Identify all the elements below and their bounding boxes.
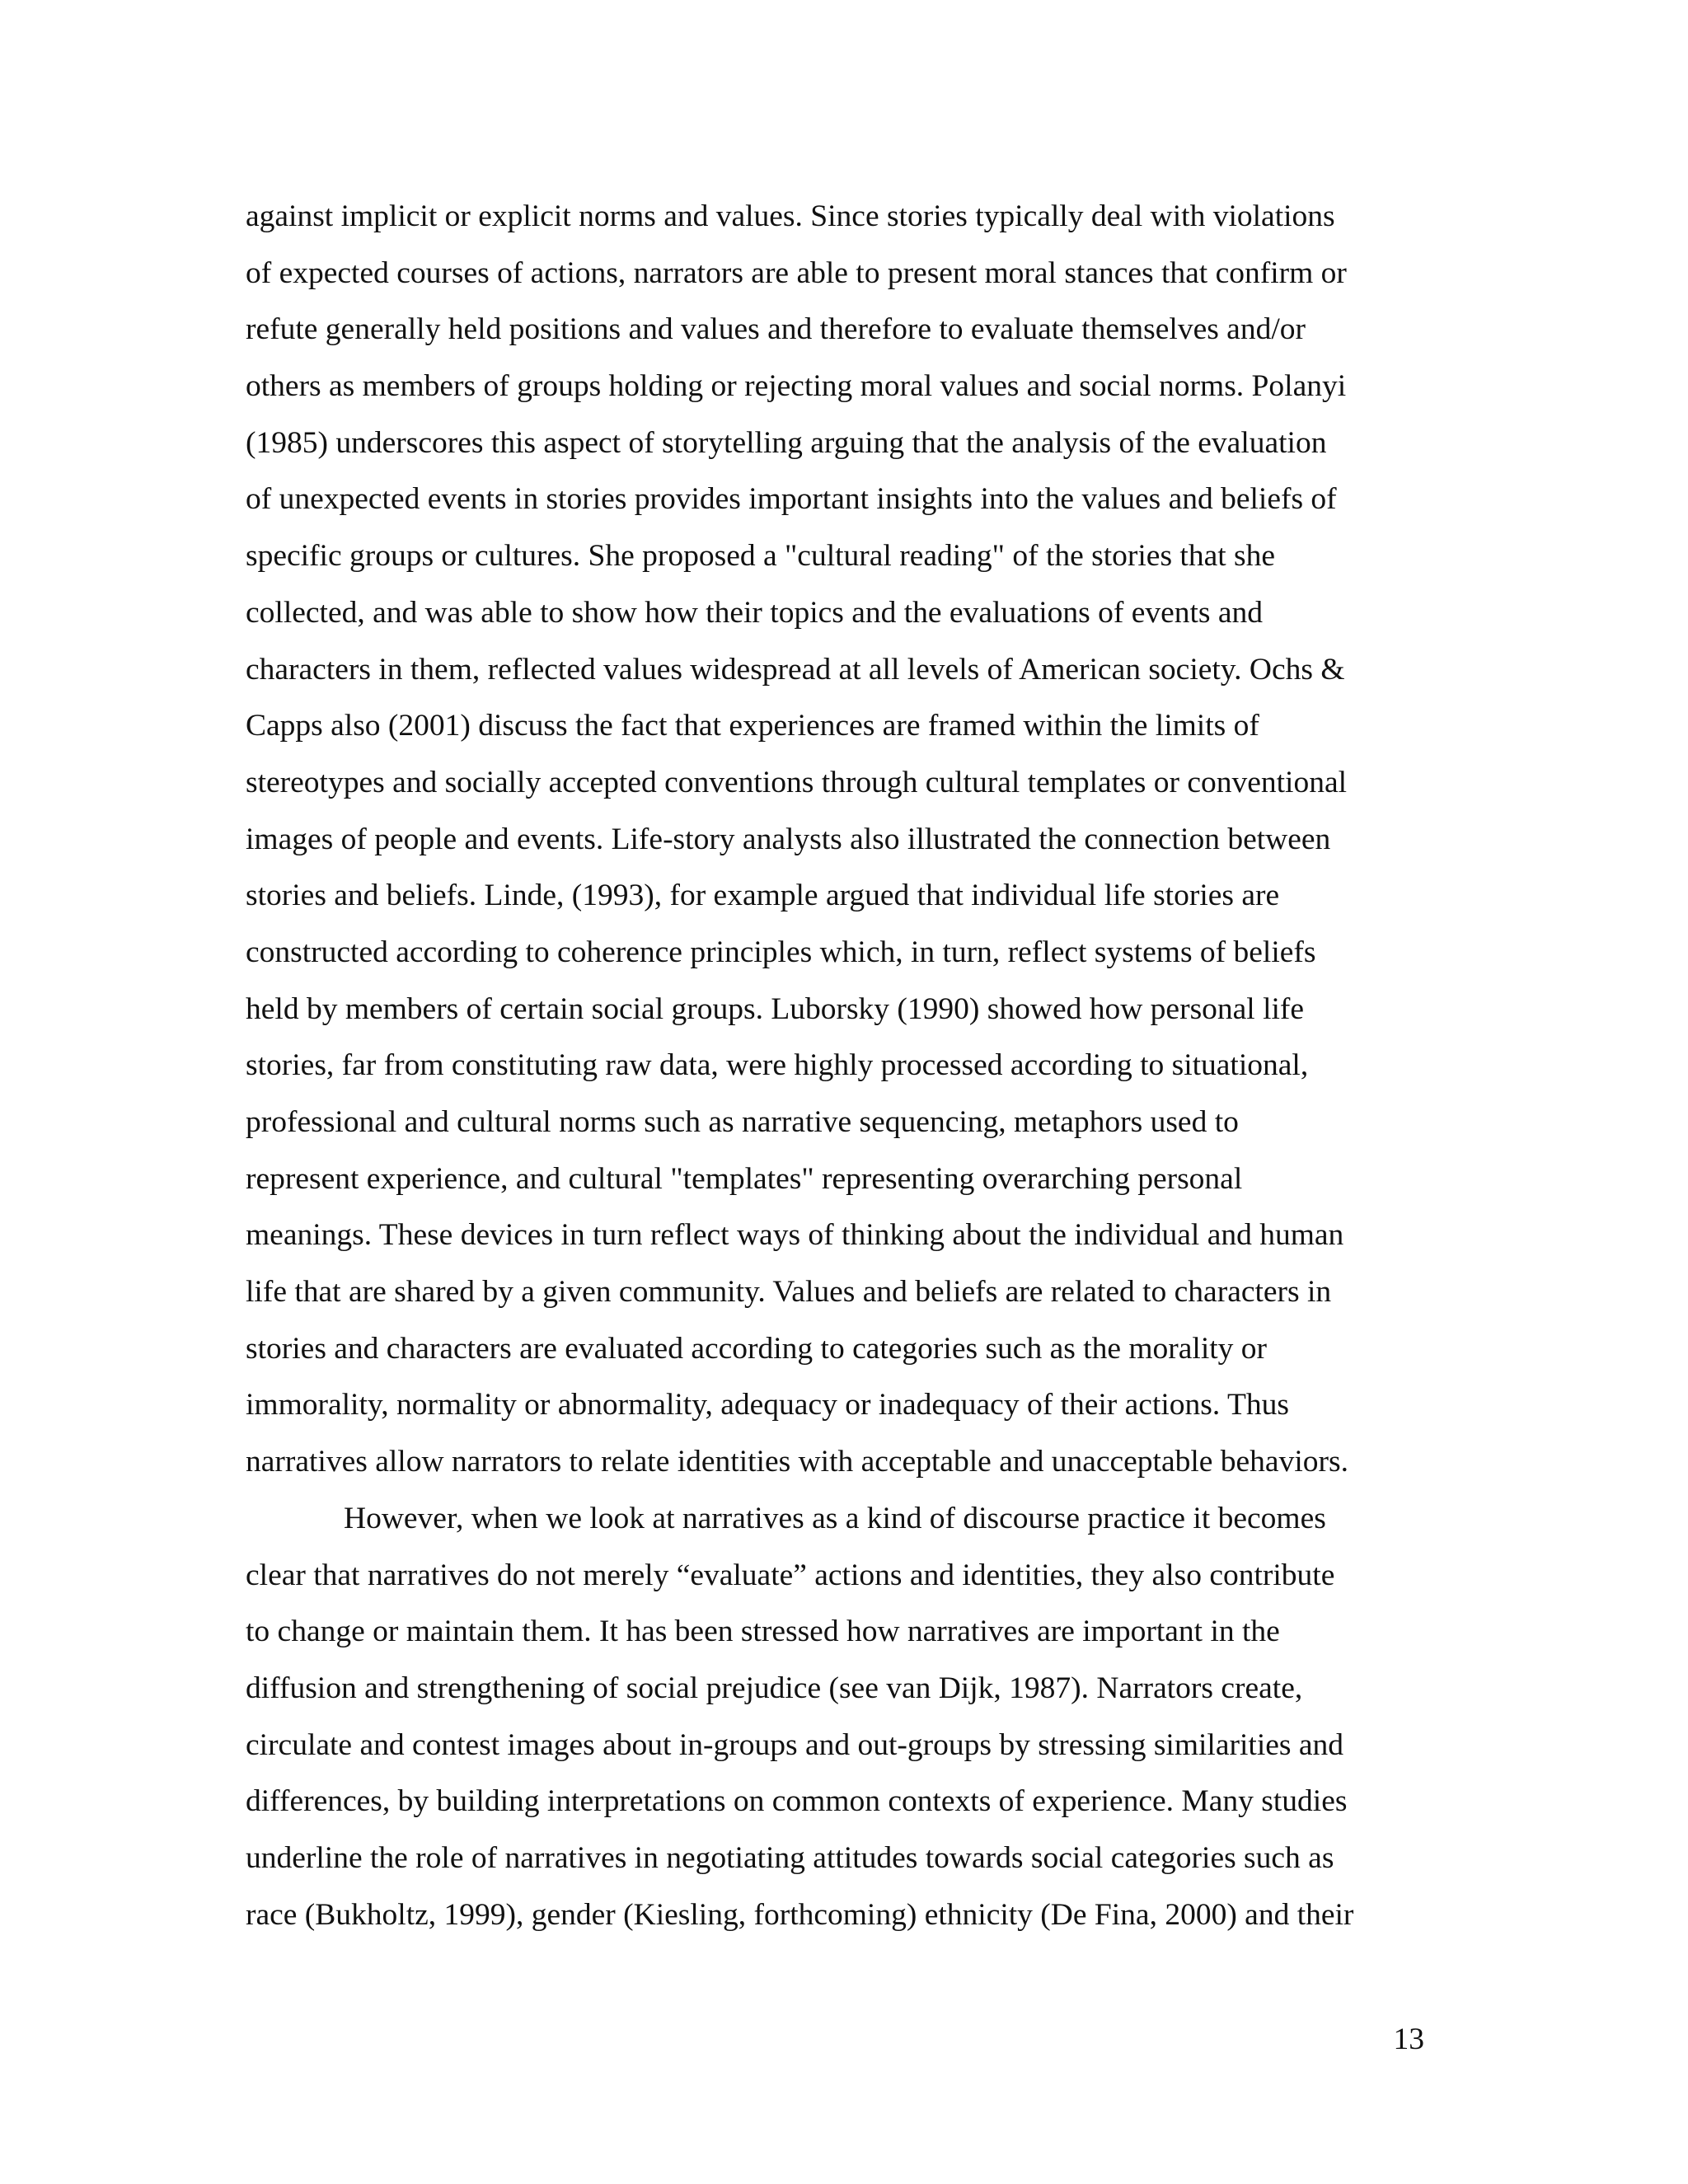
text-line: others as members of groups holding or rejecting moral values and social norms. Polanyi <box>246 369 1347 404</box>
text-line: represent experience, and cultural "templates" representing overarching personal <box>246 1161 1243 1196</box>
text-line: to change or maintain them. It has been stressed how narratives are important in the <box>246 1615 1280 1649</box>
paragraph-start-line: However, when we look at narratives as a kind of discourse practice it becomes <box>344 1501 1326 1535</box>
text-line: underline the role of narratives in negotiating attitudes towards social categories such as <box>246 1840 1334 1875</box>
page-number: 13 <box>1393 2022 1424 2056</box>
text-line: specific groups or cultures. She proposed a "cultural reading" of the stories that she <box>246 539 1276 574</box>
text-line: immorality, normality or abnormality, adequacy or inadequacy of their actions. Thus <box>246 1388 1289 1422</box>
text-line: diffusion and strengthening of social prejudice (see van Dijk, 1987). Narrators create, <box>246 1671 1303 1705</box>
text-line: constructed according to coherence principles which, in turn, reflect systems of beliefs <box>246 935 1316 969</box>
text-line: meanings. These devices in turn reflect ways of thinking about the individual and human <box>246 1218 1344 1253</box>
text-line: narratives allow narrators to relate identities with acceptable and unacceptable behaviors. <box>246 1445 1348 1479</box>
text-line: held by members of certain social groups. Luborsky (1990) showed how personal life <box>246 991 1305 1026</box>
text-line: stories and beliefs. Linde, (1993), for example argued that individual life stories are <box>246 879 1280 913</box>
text-line: Capps also (2001) discuss the fact that experiences are framed within the limits of <box>246 709 1259 743</box>
text-line: refute generally held positions and values and therefore to evaluate themselves and/or <box>246 312 1306 347</box>
text-line: clear that narratives do not merely “evaluate” actions and identities, they also contribute <box>246 1558 1335 1592</box>
text-line: of expected courses of actions, narrators are able to present moral stances that confirm or <box>246 255 1347 290</box>
text-line: of unexpected events in stories provides important insights into the values and beliefs of <box>246 482 1337 517</box>
text-line: characters in them, reflected values widespread at all levels of American society. Ochs & <box>246 652 1345 687</box>
text-line: stories, far from constituting raw data, were highly processed according to situational, <box>246 1048 1309 1083</box>
text-line: differences, by building interpretations on common contexts of experience. Many studies <box>246 1784 1348 1819</box>
text-line: stereotypes and socially accepted conventions through cultural templates or conventional <box>246 765 1348 799</box>
text-line: professional and cultural norms such as narrative sequencing, metaphors used to <box>246 1105 1239 1139</box>
text-line: images of people and events. Life-story analysts also illustrated the connection between <box>246 822 1331 856</box>
text-line: stories and characters are evaluated according to categories such as the morality or <box>246 1331 1268 1366</box>
text-line: against implicit or explicit norms and values. Since stories typically deal with violations <box>246 199 1335 233</box>
body-text <box>246 194 1432 1949</box>
text-line: (1985) underscores this aspect of storytelling arguing that the analysis of the evaluation <box>246 425 1327 460</box>
text-line: circulate and contest images about in-groups and out-groups by stressing similarities and <box>246 1727 1344 1762</box>
text-line: life that are shared by a given community. Values and beliefs are related to characters in <box>246 1275 1332 1310</box>
text-line: race (Bukholtz, 1999), gender (Kiesling, forthcoming) ethnicity (De Fina, 2000) and their <box>246 1897 1354 1932</box>
text-line: collected, and was able to show how their topics and the evaluations of events and <box>246 595 1264 630</box>
